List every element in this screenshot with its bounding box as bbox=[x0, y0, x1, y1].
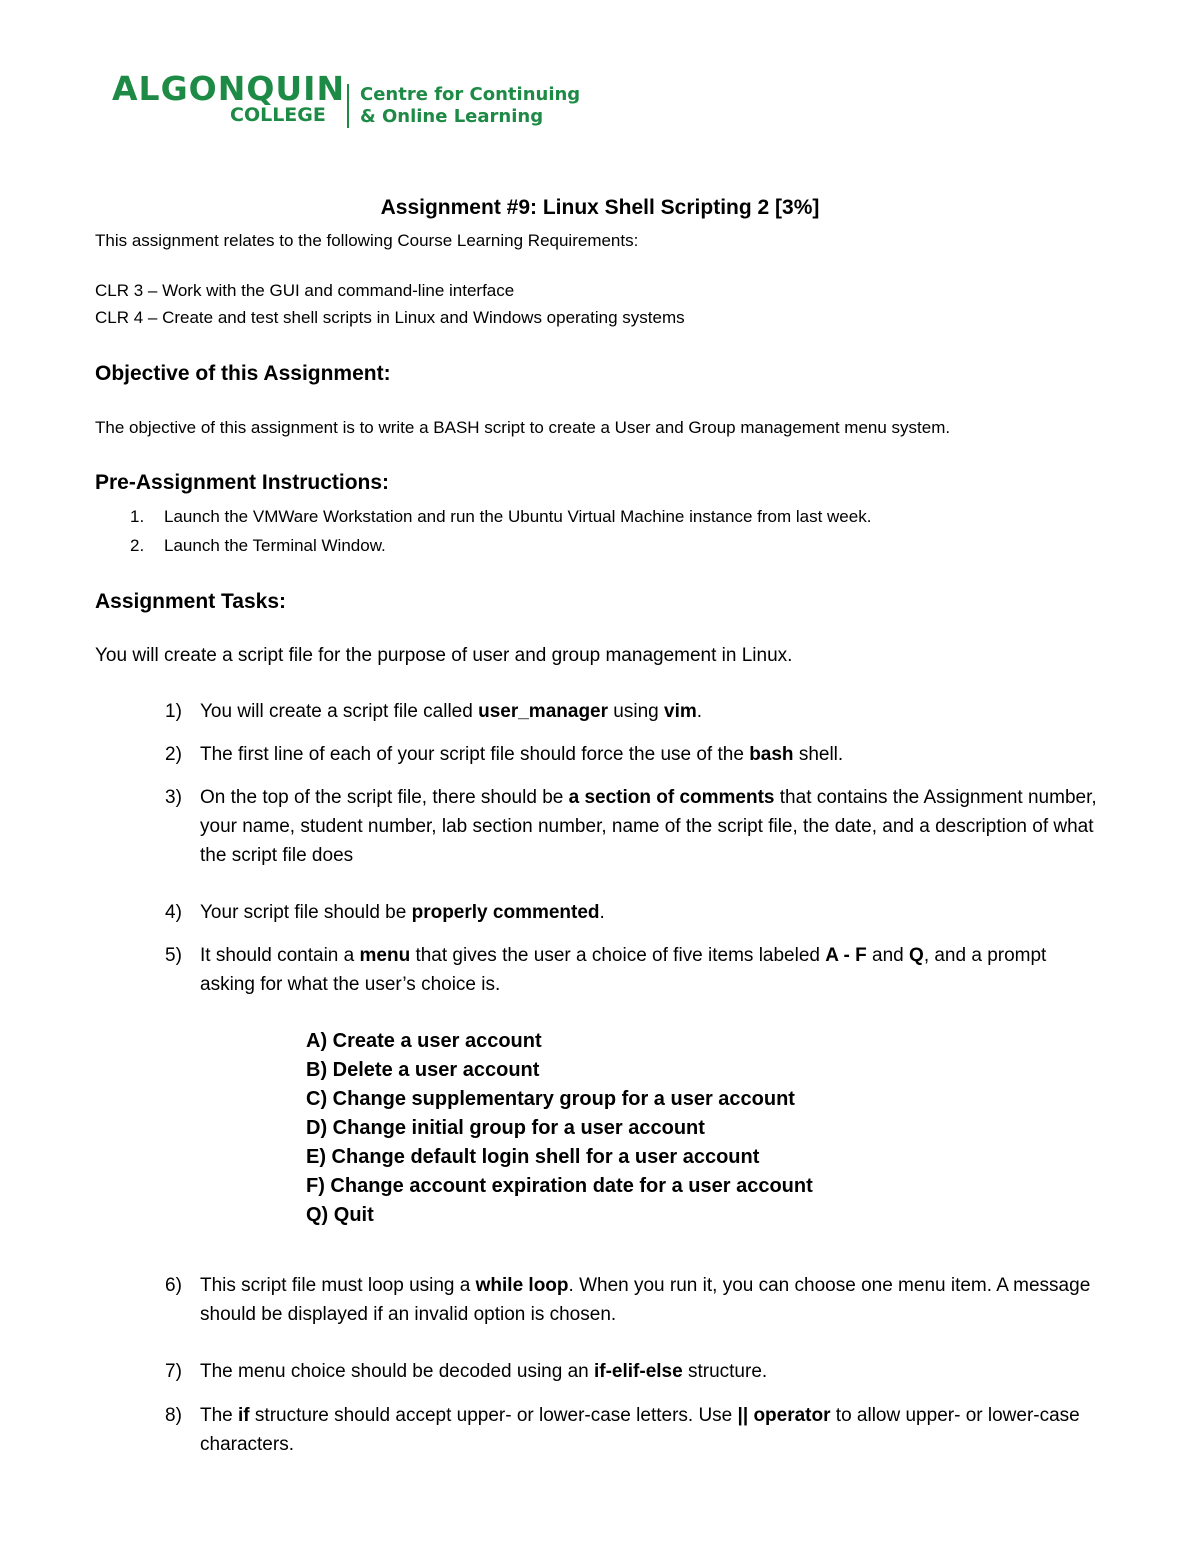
objective-heading: Objective of this Assignment: bbox=[95, 362, 391, 385]
task-text: On the top of the script file, there should be bbox=[200, 787, 569, 808]
pre-item-text: Launch the Terminal Window. bbox=[164, 536, 386, 555]
task-7 bbox=[165, 1357, 1115, 1386]
task-text: It should contain a bbox=[200, 945, 360, 966]
document-title: Assignment #9: Linux Shell Scripting 2 [3%] bbox=[380, 196, 820, 219]
task-number: 3) bbox=[165, 787, 182, 808]
pre-assignment-heading: Pre-Assignment Instructions: bbox=[95, 471, 390, 494]
task-text: that gives the user a choice of five items labeled bbox=[410, 945, 826, 966]
task-emphasis: || operator bbox=[737, 1405, 831, 1426]
task-emphasis: menu bbox=[359, 945, 411, 966]
task-text: that contains the Assignment number, your name, student number, lab section number, name of the script file, the date, and a description of what the script file does bbox=[200, 787, 1097, 866]
task-number: 1) bbox=[165, 701, 182, 722]
task-emphasis: A - F bbox=[825, 945, 867, 966]
task-text: . When you run it, you can choose one menu item. A message should be displayed if an invalid option is chosen. bbox=[200, 1275, 1091, 1325]
menu-option-a: A) Create a user account bbox=[306, 1030, 542, 1052]
task-text: . bbox=[599, 902, 605, 923]
task-number: 7) bbox=[165, 1361, 182, 1382]
pre-item-number: 1. bbox=[130, 507, 145, 526]
intro-text: This assignment relates to the following Course Learning Requirements: bbox=[95, 231, 639, 250]
task-text: You will create a script file called bbox=[200, 701, 479, 722]
college-logo bbox=[112, 70, 592, 130]
task-4 bbox=[165, 898, 1115, 927]
task-3 bbox=[165, 783, 1100, 870]
task-text: structure. bbox=[682, 1361, 768, 1382]
task-emphasis: if-elif-else bbox=[594, 1361, 683, 1382]
task-text: This script file must loop using a bbox=[200, 1275, 476, 1296]
task-text: . bbox=[696, 701, 703, 722]
task-text: The menu choice should be decoded using an bbox=[200, 1361, 594, 1382]
task-text: The first line of each of your script file should force the use of the bbox=[200, 744, 750, 765]
task-emphasis: vim bbox=[664, 701, 697, 722]
task-emphasis: a section of comments bbox=[568, 787, 775, 808]
task-number: 4) bbox=[165, 902, 182, 923]
task-2 bbox=[165, 740, 1115, 769]
task-8 bbox=[165, 1401, 1090, 1459]
task-text: to allow upper- or lower-case characters. bbox=[200, 1405, 1080, 1455]
logo-subtitle-line2: & Online Learning bbox=[360, 106, 544, 127]
task-text: structure should accept upper- or lower-case letters. Use bbox=[249, 1405, 738, 1426]
task-text: shell. bbox=[793, 744, 844, 765]
task-1 bbox=[165, 697, 1115, 726]
menu-option-c: C) Change supplementary group for a user account bbox=[306, 1088, 795, 1110]
logo-word-algonquin: ALGONQUIN bbox=[112, 69, 346, 108]
logo-word-college: COLLEGE bbox=[230, 104, 326, 126]
clr-3: CLR 3 – Work with the GUI and command-line interface bbox=[95, 281, 515, 300]
menu-option-b: B) Delete a user account bbox=[306, 1059, 540, 1081]
menu-option-q: Q) Quit bbox=[306, 1204, 374, 1226]
menu-option-d: D) Change initial group for a user account bbox=[306, 1117, 705, 1139]
task-number: 5) bbox=[165, 945, 182, 966]
objective-text: The objective of this assignment is to write a BASH script to create a User and Group management menu system. bbox=[95, 418, 951, 437]
task-number: 2) bbox=[165, 744, 182, 765]
task-emphasis: properly commented bbox=[411, 902, 600, 923]
pre-item-2 bbox=[130, 534, 386, 558]
logo-divider bbox=[347, 84, 349, 128]
tasks-heading: Assignment Tasks: bbox=[95, 590, 286, 613]
pre-item-1 bbox=[130, 505, 871, 529]
pre-item-text: Launch the VMWare Workstation and run the Ubuntu Virtual Machine instance from last week. bbox=[164, 507, 872, 526]
menu-options-list bbox=[306, 1027, 813, 1230]
task-text: using bbox=[608, 701, 664, 722]
task-5 bbox=[165, 941, 1090, 999]
clr-4: CLR 4 – Create and test shell scripts in Linux and Windows operating systems bbox=[95, 308, 685, 327]
task-text: , and a prompt asking for what the user’s choice is. bbox=[200, 945, 1047, 995]
logo-subtitle-line1: Centre for Continuing bbox=[360, 84, 581, 105]
task-emphasis: Q bbox=[909, 945, 924, 966]
task-emphasis: bash bbox=[749, 744, 794, 765]
task-emphasis: user_manager bbox=[478, 701, 609, 722]
task-6 bbox=[165, 1271, 1110, 1329]
task-emphasis: while loop bbox=[475, 1275, 569, 1296]
menu-option-e: E) Change default login shell for a user account bbox=[306, 1146, 760, 1168]
pre-item-number: 2. bbox=[130, 536, 145, 555]
task-text: Your script file should be bbox=[200, 902, 412, 923]
tasks-intro: You will create a script file for the purpose of user and group management in Linux. bbox=[95, 645, 793, 666]
task-text: and bbox=[866, 945, 910, 966]
menu-option-f: F) Change account expiration date for a user account bbox=[306, 1175, 813, 1197]
task-number: 6) bbox=[165, 1275, 182, 1296]
task-number: 8) bbox=[165, 1405, 182, 1426]
task-emphasis: if bbox=[238, 1405, 250, 1426]
task-text: The bbox=[200, 1405, 239, 1426]
